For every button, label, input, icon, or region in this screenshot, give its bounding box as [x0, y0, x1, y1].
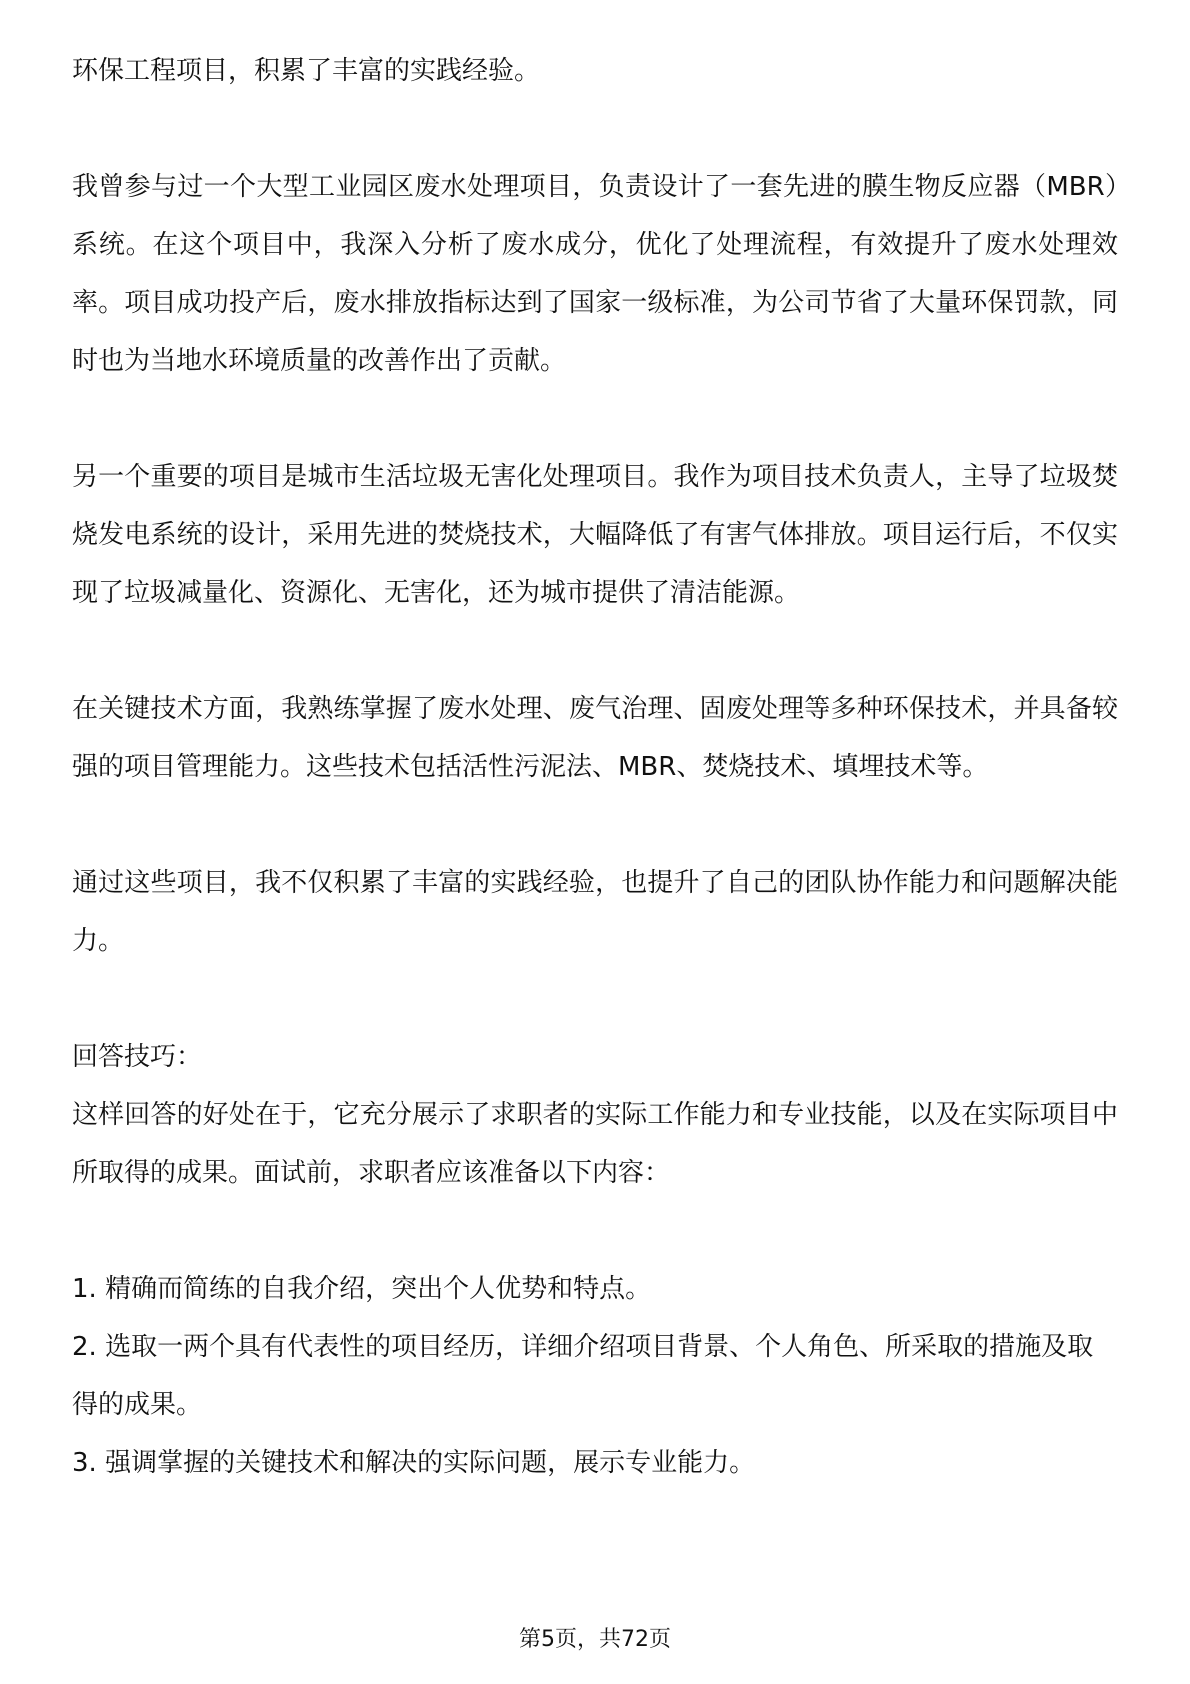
tips-heading: 回答技巧：: [72, 1042, 203, 1072]
tips-intro: 这样回答的好处在于，它充分展示了求职者的实际工作能力和专业技能，以及在实际项目中所取得的成果。面试前，求职者应该准备以下内容：: [72, 1100, 1118, 1188]
paragraph-5: 通过这些项目，我不仅积累了丰富的实践经验，也提升了自己的团队协作能力和问题解决能力。: [72, 868, 1118, 956]
list-item: 1. 精确而简练的自我介绍，突出个人优势和特点。: [72, 1274, 652, 1304]
paragraph-4: 在关键技术方面，我熟练掌握了废水处理、废气治理、固废处理等多种环保技术，并具备较强的项目管理能力。这些技术包括活性污泥法、MBR、焚烧技术、填埋技术等。: [72, 694, 1118, 782]
paragraph-2: 我曾参与过一个大型工业园区废水处理项目，负责设计了一套先进的膜生物反应器（MBR）系统。在这个项目中，我深入分析了废水成分，优化了处理流程，有效提升了废水处理效率。项目成功投产后，废水排放指标达到了国家一级标准，为公司节省了大量环保罚款，同时也为当地水环境质量的改善作出了贡献。: [72, 172, 1118, 376]
paragraph-3: 另一个重要的项目是城市生活垃圾无害化处理项目。我作为项目技术负责人，主导了垃圾焚烧发电系统的设计，采用先进的焚烧技术，大幅降低了有害气体排放。项目运行后，不仅实现了垃圾减量化、资源化、无害化，还为城市提供了清洁能源。: [72, 462, 1118, 608]
page-number: 第5页，共72页: [519, 1627, 671, 1652]
paragraph-1: 环保工程项目，积累了丰富的实践经验。: [72, 56, 541, 86]
list-item: 3. 强调掌握的关键技术和解决的实际问题，展示专业能力。: [72, 1448, 756, 1478]
tips-list: [72, 1260, 1118, 1492]
page-content: [72, 42, 1118, 1492]
list-item: 2. 选取一两个具有代表性的项目经历，详细介绍项目背景、个人角色、所采取的措施及取得的成果。: [72, 1332, 1094, 1420]
